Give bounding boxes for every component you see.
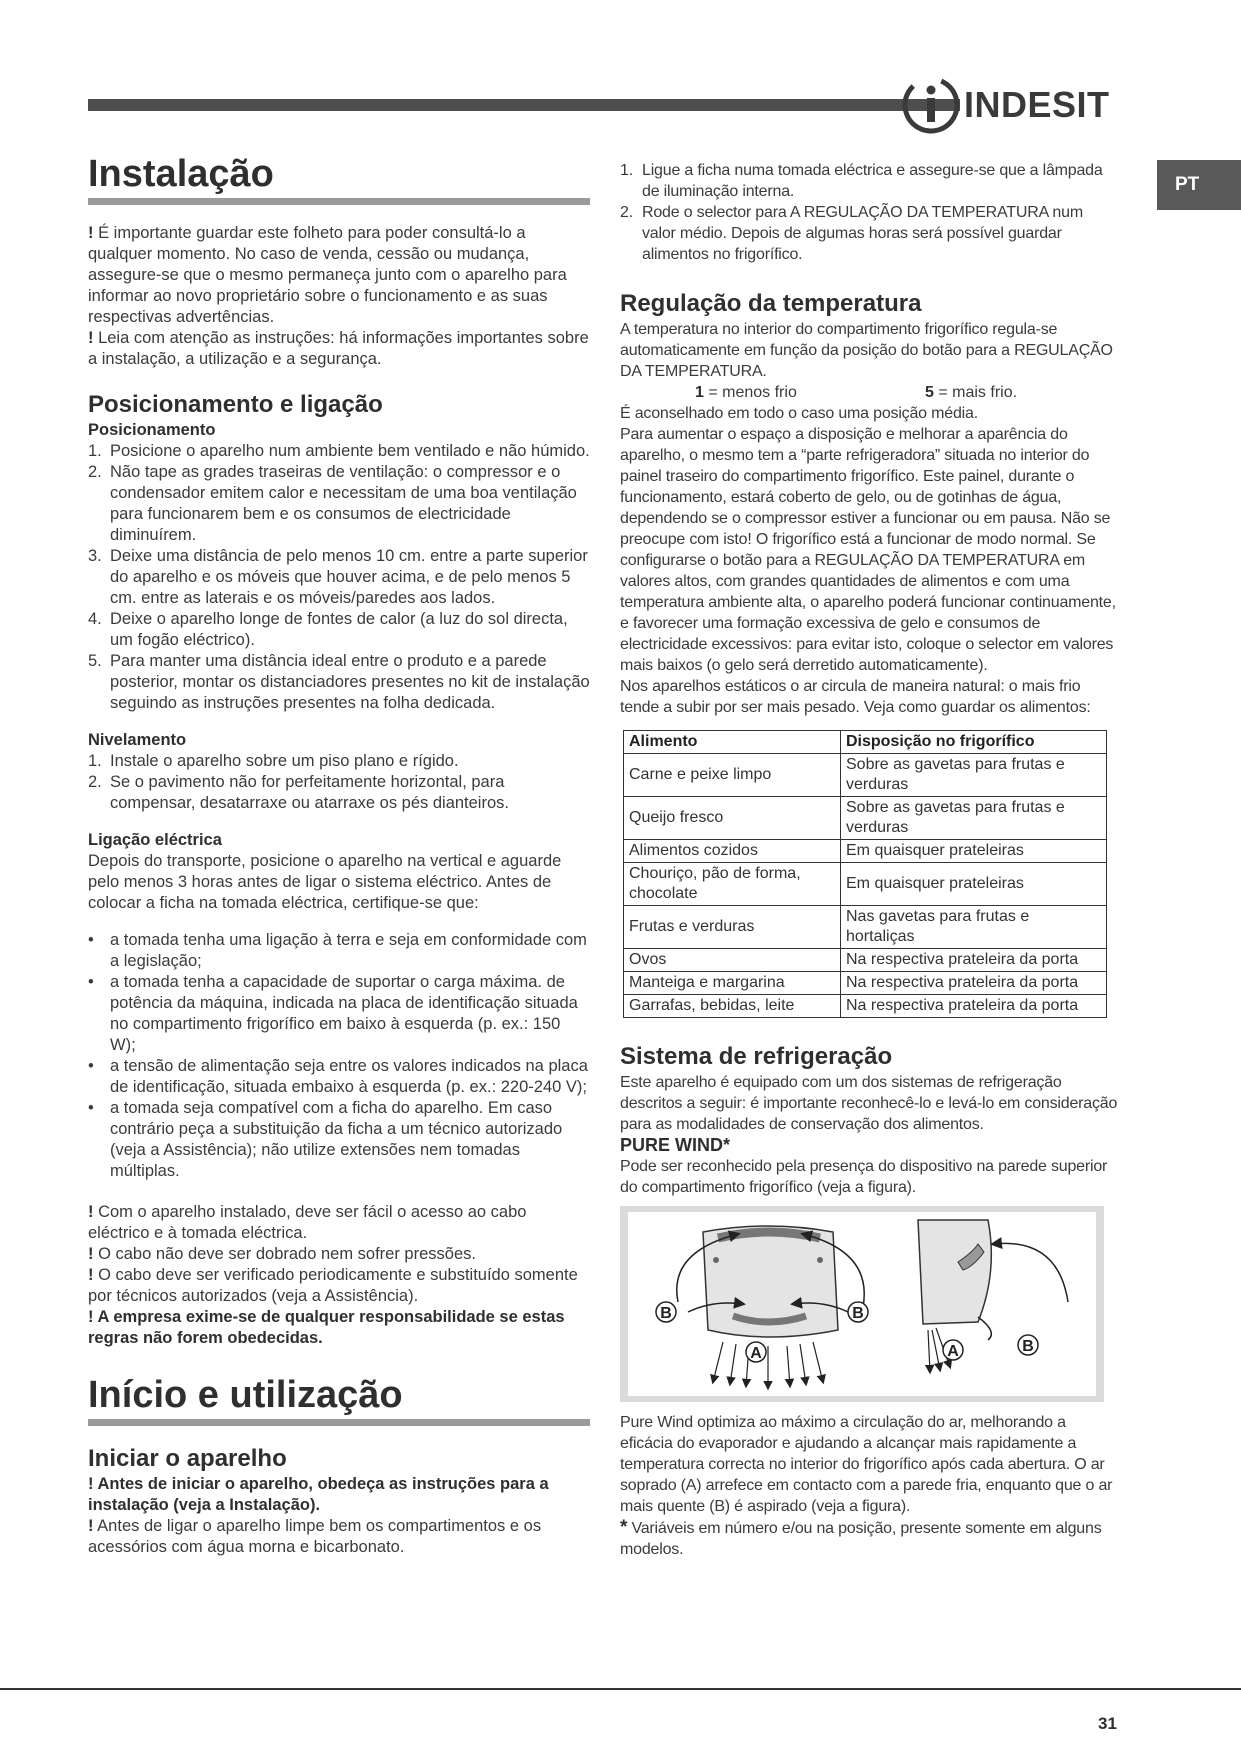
start-text: ! Antes de ligar o aparelho limpe bem os compartimentos e os acessórios com água morna e bicarbonato.: [88, 1517, 542, 1556]
label-b-side: B: [1022, 1338, 1034, 1355]
list-item: 2. Rode o selector para A REGULAÇÃO DA TEMPERATURA num valor médio. Depois de algumas horas será possível guardar alimentos no frigorífico.: [620, 204, 1083, 263]
start-steps: [620, 160, 1120, 265]
installation-intro-2: ! Leia com atenção as instruções: há informações importantes sobre a instalação, a utilização e a segurança.: [88, 329, 589, 368]
footer-rule: [0, 1688, 1241, 1690]
label-b-left: B: [660, 1305, 672, 1322]
language-tab: PT: [1157, 160, 1241, 210]
table-header-row: [624, 731, 1107, 754]
table-cell: Frutas e verduras: [624, 906, 841, 949]
list-item: 2. Se o pavimento não for perfeitamente horizontal, para compensar, desatarraxe ou atarraxe os pés dianteiros.: [88, 773, 509, 812]
temperature-scale: [620, 382, 1120, 403]
table-row: [624, 863, 1107, 906]
indesit-logo-icon: [900, 74, 962, 136]
table-cell: Nas gavetas para frutas e hortaliças: [841, 906, 1107, 949]
device-side-shape: [918, 1220, 991, 1324]
table-cell: Em quaisquer prateleiras: [841, 863, 1107, 906]
pure-wind-subtitle: PURE WIND*: [620, 1135, 731, 1155]
warning-2: ! O cabo não deve ser dobrado nem sofrer pressões.: [88, 1245, 476, 1263]
cooling-title: Sistema de refrigeração: [620, 1043, 893, 1070]
warning-1: ! Com o aparelho instalado, deve ser fácil o acesso ao cabo eléctrico e à tomada eléctrica.: [88, 1203, 527, 1242]
leveling-list: [88, 751, 590, 814]
table-row: [624, 840, 1107, 863]
list-item: 5. Para manter uma distância ideal entre o produto e a parede posterior, montar os distanciadores presentes no kit de instalação seguindo as instruções presentes na folha dedicada.: [88, 652, 590, 712]
list-item: • a tensão de alimentação seja entre os valores indicados na placa de identificação, situada embaixo à esquerda (p. ex.: 220-240 V);: [88, 1057, 588, 1096]
installation-title: Instalação: [88, 152, 590, 205]
list-item: 1. Instale o aparelho sobre um piso plano e rígido.: [88, 752, 459, 770]
left-column: [88, 152, 590, 1558]
list-item: • a tomada tenha a capacidade de suportar o carga máxima. de potência da máquina, indicada na placa de identificação situada no compartimento frigorífico em baixo à esquerda (p. ex.: 150 W);: [88, 973, 578, 1054]
table-cell: Manteiga e margarina: [624, 972, 841, 995]
table-row: [624, 754, 1107, 797]
scale-min: 1 = menos frio: [695, 384, 797, 401]
warning-4: ! A empresa exime-se de qualquer responsabilidade se estas regras não forem obedecidas.: [88, 1308, 565, 1347]
table-cell: Carne e peixe limpo: [624, 754, 841, 797]
list-item: 1. Posicione o aparelho num ambiente bem ventilado e não húmido.: [88, 442, 590, 460]
table-header-cell: Alimento: [624, 731, 841, 754]
cooling-text: Este aparelho é equipado com um dos sistemas de refrigeração descritos a seguir: é importante reconhecê-lo e levá-lo em consideração para as modalidades de conservação dos alimentos.: [620, 1074, 1118, 1133]
table-row: [624, 972, 1107, 995]
table-cell: Sobre as gavetas para frutas e verduras: [841, 797, 1107, 840]
electrical-subtitle: Ligação eléctrica: [88, 831, 222, 849]
pure-wind-diagram: [628, 1212, 1096, 1396]
table-cell: Queijo fresco: [624, 797, 841, 840]
electrical-text: Depois do transporte, posicione o aparelho na vertical e aguarde pelo menos 3 horas antes de ligar o sistema eléctrico. Antes de colocar a ficha na tomada eléctrica, certifique-se que:: [88, 852, 562, 912]
table-header-cell: Disposição no frigorífico: [841, 731, 1107, 754]
temperature-text-3: Para aumentar o espaço a disposição e melhorar a aparência do aparelho, o mesmo tem a “parte refrigeradora” situada no interior do painel traseiro do compartimento frigorífico. Este painel, durante o funcionamento, estará coberto de gelo, ou de gotinhas de água, dependendo se o compressor estiver a funcionar ou em pausa. Não se preocupe com isto! O frigorífico está a funcionar de modo normal. Se configurarse o botão para a REGULAÇÃO DA TEMPERATURA em valores altos, com grandes quantidades de alimentos e com uma temperatura ambiente alta, o aparelho poderá funcionar continuamente, e favorecer uma formação excessiva de gelo e consumos de electricidade excessivos: para evitar isto, coloque o selector em valores mais baixos (o gelo será derretido automaticamente).: [620, 426, 1116, 674]
label-a-front: A: [750, 1345, 762, 1362]
start-warning: ! Antes de iniciar o aparelho, obedeça as instruções para a instalação (veja a Instalação).: [88, 1475, 549, 1514]
pure-wind-text: Pode ser reconhecido pela presença do dispositivo na parede superior do compartimento frigorífico (veja a figura).: [620, 1158, 1108, 1196]
list-item: • a tomada seja compatível com a ficha do aparelho. Em caso contrário peça a substituição da ficha a um técnico autorizado (veja a Assistência); não utilize extensões nem tomadas múltiplas.: [88, 1099, 563, 1180]
temperature-text-2: É aconselhado em todo o caso uma posição média.: [620, 405, 978, 422]
start-subtitle: Iniciar o aparelho: [88, 1445, 287, 1472]
list-item: • a tomada tenha uma ligação à terra e seja em conformidade com a legislação;: [88, 931, 587, 970]
label-b-right: B: [852, 1305, 864, 1322]
installation-intro-1: ! É importante guardar este folheto para poder consultá-lo a qualquer momento. No caso de venda, cessão ou mudança, assegure-se que o mesmo permaneça junto com o aparelho para informar ao novo proprietário sobre o funcionamento e as suas respectivas advertências.: [88, 224, 567, 326]
pure-wind-description: Pure Wind optimiza ao máximo a circulação do ar, melhorando a eficácia do evaporador e ajudando a alcançar mais rapidamente a temperatura correcta no interior do frigorífico após cada abertura. O ar soprado (A) arrefece em contacto com a parede fria, enquanto que o ar mais quente (B) é aspirado (veja a figura).: [620, 1414, 1113, 1515]
temperature-title: Regulação da temperatura: [620, 290, 922, 317]
table-row: [624, 949, 1107, 972]
table-cell: Sobre as gavetas para frutas e verduras: [841, 754, 1107, 797]
food-storage-table: [623, 730, 1107, 1018]
scale-max: 5 = mais frio.: [925, 384, 1018, 401]
leveling-subtitle: Nivelamento: [88, 731, 187, 749]
list-item: 1. Ligue a ficha numa tomada eléctrica e assegure-se que a lâmpada de iluminação interna.: [620, 162, 1103, 200]
table-cell: Na respectiva prateleira da porta: [841, 949, 1107, 972]
table-row: [624, 995, 1107, 1018]
positioning-list: [88, 441, 590, 714]
table-cell: Ovos: [624, 949, 841, 972]
label-a-side: A: [947, 1343, 959, 1360]
right-column: [620, 160, 1120, 1560]
table-cell: Na respectiva prateleira da porta: [841, 995, 1107, 1018]
pure-wind-figure: [620, 1206, 1104, 1402]
table-row: [624, 797, 1107, 840]
table-cell: Garrafas, bebidas, leite: [624, 995, 841, 1018]
positioning-title: Posicionamento e ligação: [88, 391, 383, 418]
indesit-logo: [900, 74, 1130, 136]
header-rule: [88, 99, 960, 111]
table-cell: Na respectiva prateleira da porta: [841, 972, 1107, 995]
list-item: 4. Deixe o aparelho longe de fontes de calor (a luz do sol directa, um fogão eléctrico).: [88, 610, 568, 649]
table-cell: Chouriço, pão de forma, chocolate: [624, 863, 841, 906]
warning-3: ! O cabo deve ser verificado periodicamente e substituído somente por técnicos autorizados (veja a Assistência).: [88, 1266, 578, 1305]
electrical-bullets: [88, 930, 590, 1182]
list-item: 2. Não tape as grades traseiras de ventilação: o compressor e o condensador emitem calor e necessitam de uma boa ventilação para funcionarem bem e os consumos de electricidade diminuírem.: [88, 463, 577, 544]
start-title: Início e utilização: [88, 1373, 590, 1426]
brand-wordmark: INDESIT: [964, 84, 1110, 125]
footnote: * Variáveis em número e/ou na posição, presente somente em alguns modelos.: [620, 1517, 1102, 1558]
table-cell: Alimentos cozidos: [624, 840, 841, 863]
positioning-subtitle: Posicionamento: [88, 421, 216, 439]
list-item: 3. Deixe uma distância de pelo menos 10 cm. entre a parte superior do aparelho e os móveis que houver acima, e de pelo menos 5 cm. entre as laterais e os móveis/paredes aos lados.: [88, 547, 588, 607]
table-row: [624, 906, 1107, 949]
table-cell: Em quaisquer prateleiras: [841, 840, 1107, 863]
temperature-text-1: A temperatura no interior do compartimento frigorífico regula-se automaticamente em função da posição do botão para a REGULAÇÃO DA TEMPERATURA.: [620, 321, 1113, 380]
temperature-text-4: Nos aparelhos estáticos o ar circula de maneira natural: o mais frio tende a subir por ser mais pesado. Veja como guardar os alimentos:: [620, 678, 1091, 716]
page-number: 31: [1098, 1714, 1117, 1733]
